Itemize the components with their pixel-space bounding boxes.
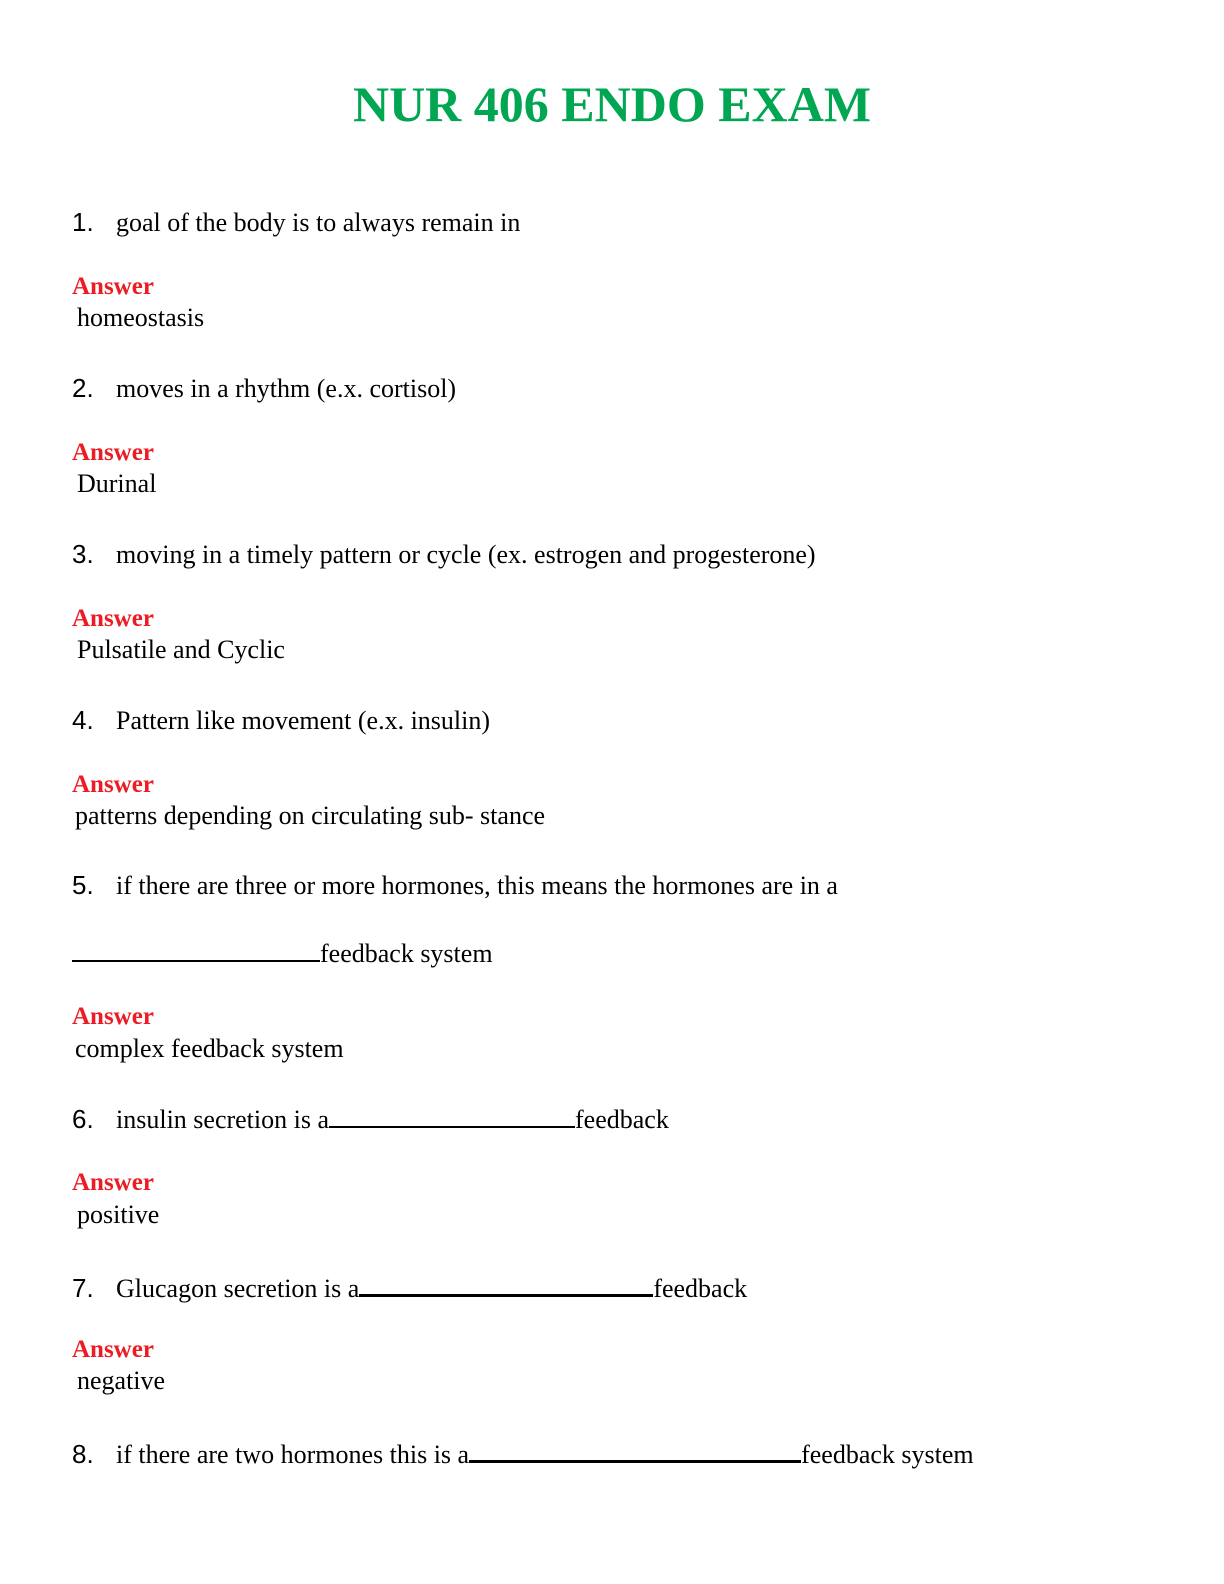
question-text: goal of the body is to always remain in (116, 208, 521, 237)
answer-label: Answer (72, 1003, 154, 1030)
answer-text: homeostasis (77, 303, 205, 332)
answer-label: Answer (72, 439, 154, 466)
question-2 (72, 372, 456, 405)
question-text: moves in a rhythm (e.x. cortisol) (116, 374, 457, 403)
question-text: Pattern like movement (e.x. insulin) (116, 706, 491, 735)
answer-label: Answer (72, 771, 154, 798)
question-text-after-blank: feedback (575, 1105, 669, 1134)
question-8 (72, 1436, 974, 1471)
answer-text: positive (77, 1200, 160, 1229)
question-5 (72, 869, 838, 902)
question-text: if there are two hormones this is a (116, 1440, 470, 1469)
fill-in-blank (72, 936, 320, 962)
answer-text: patterns depending on circulating sub- stance (75, 801, 546, 830)
answer-label: Answer (72, 605, 154, 632)
question-1 (72, 206, 520, 239)
answer-text: Pulsatile and Cyclic (77, 635, 285, 664)
answer-text: Durinal (77, 469, 157, 498)
question-text: if there are three or more hormones, this means the hormones are in a (116, 871, 838, 900)
question-6 (72, 1102, 669, 1136)
question-5-line-2 (72, 936, 493, 970)
question-text: Glucagon secretion is a (116, 1274, 360, 1303)
answer-text: complex feedback system (75, 1034, 344, 1063)
question-text-after-blank: feedback system (801, 1440, 974, 1469)
question-3 (72, 538, 816, 571)
question-4 (72, 704, 490, 737)
question-number: 8. (72, 1439, 94, 1469)
question-number: 5. (72, 870, 94, 900)
answer-label: Answer (72, 1336, 154, 1363)
question-number: 3. (72, 539, 94, 569)
question-number: 1. (72, 207, 94, 237)
question-text-after-blank: feedback (653, 1274, 748, 1303)
question-number: 7. (72, 1273, 94, 1303)
answer-label: Answer (72, 1169, 154, 1196)
question-text: moving in a timely pattern or cycle (ex. estrogen and progesterone) (116, 540, 816, 569)
fill-in-blank (329, 1102, 575, 1128)
question-number: 4. (72, 705, 94, 735)
question-number: 6. (72, 1104, 94, 1134)
question-number: 2. (72, 373, 94, 403)
fill-in-blank (469, 1436, 801, 1463)
page-title: NUR 406 ENDO EXAM (352, 76, 872, 132)
fill-in-blank (359, 1270, 653, 1297)
question-text: insulin secretion is a (116, 1105, 330, 1134)
answer-label: Answer (72, 273, 154, 300)
question-text-continued: feedback system (320, 939, 493, 968)
answer-text: negative (77, 1366, 166, 1395)
question-7 (72, 1270, 747, 1305)
